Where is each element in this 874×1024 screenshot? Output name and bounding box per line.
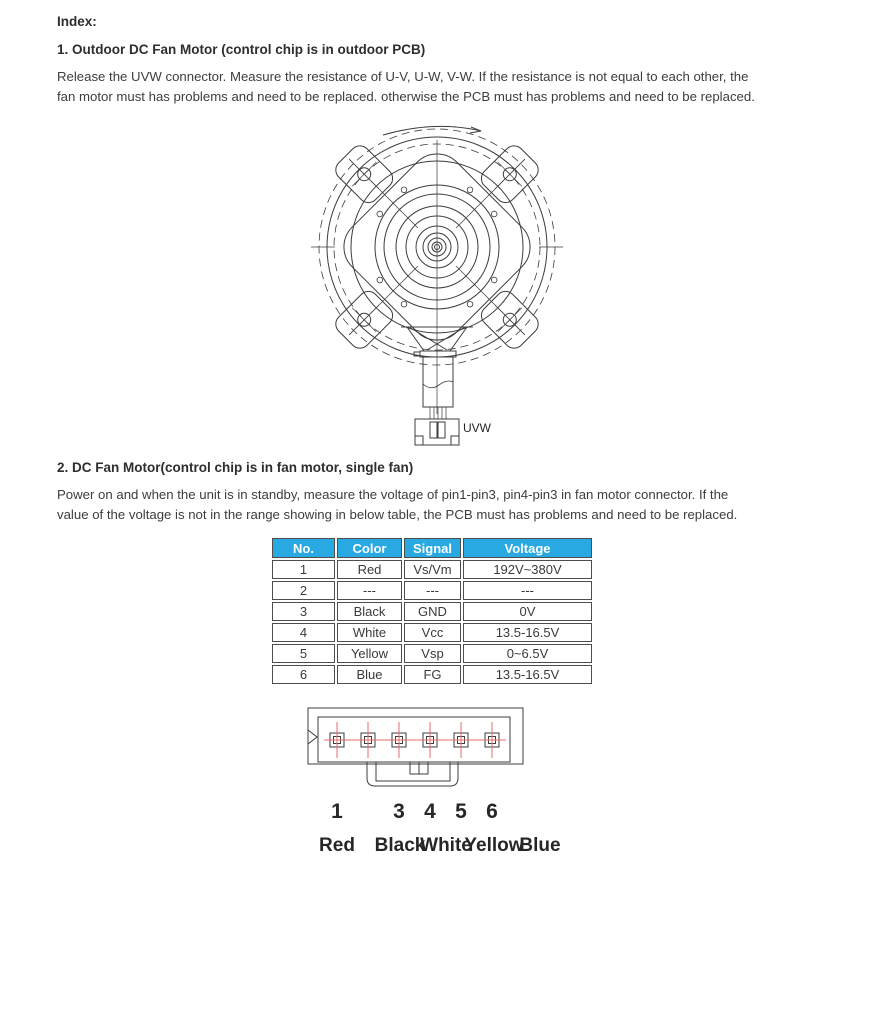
pin-number: 1 <box>331 800 343 823</box>
body-line: Power on and when the unit is in standby, measure the voltage of pin1-pin3, pin4-pin3 in fan motor connector. If the <box>57 487 729 502</box>
pin-color-label: Black <box>374 835 426 856</box>
motor-drawing <box>297 114 577 450</box>
table-cell: --- <box>463 581 592 600</box>
table-cell: 0V <box>463 602 592 621</box>
table-row <box>272 560 592 579</box>
table-cell: Vsp <box>404 644 461 663</box>
section-2-heading: 2. DC Fan Motor(control chip is in fan motor, single fan) <box>57 460 414 475</box>
table-cell: --- <box>337 581 402 600</box>
section-1-heading: 1. Outdoor DC Fan Motor (control chip is in outdoor PCB) <box>57 42 426 57</box>
table-row <box>272 623 592 642</box>
table-cell: 6 <box>272 665 335 684</box>
section-1-body <box>57 67 832 106</box>
pin-number: 5 <box>455 800 467 823</box>
table-cell: 0~6.5V <box>463 644 592 663</box>
table-cell: 13.5-16.5V <box>463 665 592 684</box>
pin-number: 6 <box>486 800 498 823</box>
pin-voltage-table <box>270 536 594 686</box>
section-2-body <box>57 485 832 524</box>
pin-color-label: White <box>420 835 472 856</box>
column-header-voltage: Voltage <box>463 538 592 558</box>
table-cell: Vs/Vm <box>404 560 461 579</box>
connector-figure <box>300 700 829 862</box>
table-cell: Vcc <box>404 623 461 642</box>
table-header-row <box>272 538 592 558</box>
body-line: Release the UVW connector. Measure the resistance of U-V, U-W, V-W. If the resistance is not equal to each other, the <box>57 69 749 84</box>
pin-color-label: Red <box>319 835 355 856</box>
table-cell: 5 <box>272 644 335 663</box>
motor-uvw-label: UVW <box>463 421 491 435</box>
table-cell: --- <box>404 581 461 600</box>
pin-color-label: Yellow <box>464 835 524 856</box>
table-cell: 4 <box>272 623 335 642</box>
column-header-signal: Signal <box>404 538 461 558</box>
table-cell: Red <box>337 560 402 579</box>
table-cell: 1 <box>272 560 335 579</box>
column-header-color: Color <box>337 538 402 558</box>
table-cell: 3 <box>272 602 335 621</box>
table-cell: 2 <box>272 581 335 600</box>
table-row <box>272 602 592 621</box>
table-cell: 192V~380V <box>463 560 592 579</box>
column-header-no: No. <box>272 538 335 558</box>
fan-connector-drawing <box>300 700 590 862</box>
body-line: fan motor must has problems and need to be replaced. otherwise the PCB must has problems and need to be replaced. <box>57 88 755 104</box>
table-row <box>272 581 592 600</box>
uvw-connector <box>415 419 459 445</box>
table-cell: White <box>337 623 402 642</box>
pin-color-row <box>319 835 561 856</box>
pin-color-label: Blue <box>519 835 561 856</box>
pin-number: 3 <box>393 800 405 823</box>
index-label: Index: <box>57 14 97 29</box>
table-cell: Black <box>337 602 402 621</box>
table-row <box>272 665 592 684</box>
rotation-direction-arrow-icon <box>383 126 481 135</box>
body-line: value of the voltage is not in the range showing in below table, the PCB must has problems and need to be replaced. <box>57 506 738 522</box>
table-cell: Yellow <box>337 644 402 663</box>
table-cell: FG <box>404 665 461 684</box>
pin-crosshair-lines <box>324 722 506 758</box>
table-cell: Blue <box>337 665 402 684</box>
pin-number: 4 <box>424 800 436 823</box>
table-row <box>272 644 592 663</box>
motor-figure <box>297 114 829 450</box>
table-cell: GND <box>404 602 461 621</box>
pin-number-row <box>331 800 498 823</box>
table-cell: 13.5-16.5V <box>463 623 592 642</box>
